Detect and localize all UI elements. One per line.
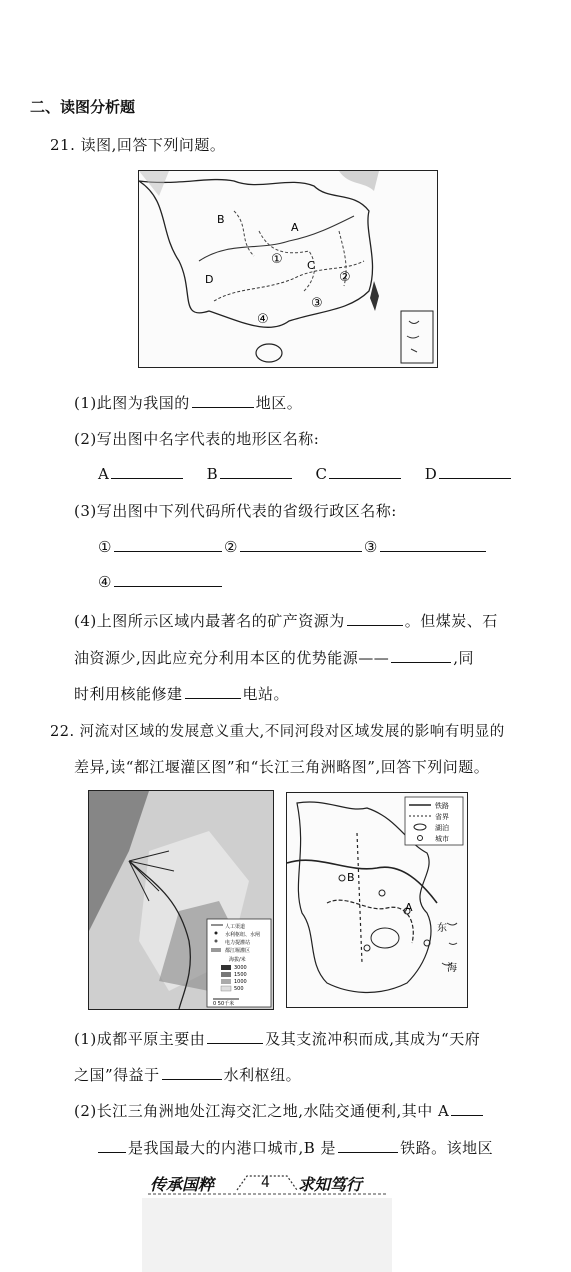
q21-part4-line3: 时利用核能修建 电站。 — [74, 685, 290, 703]
legend-elev: 海拔/米 — [229, 957, 246, 963]
answer-blank-a-cont[interactable] — [98, 1138, 126, 1153]
q21-part3-code4: ④ — [98, 572, 224, 591]
legend-city: 城市 — [435, 835, 449, 843]
legend-border: 省界 — [435, 813, 449, 821]
legend-lake: 湖泊 — [435, 824, 449, 832]
legend-railway: 铁路 — [435, 802, 449, 810]
q22-part2-line1: (2)长江三角洲地处江海交汇之地,水陆交通便利,其中 A — [74, 1100, 485, 1121]
svg-text:0 50千米: 0 50千米 — [213, 1001, 235, 1007]
map-label-a: A — [291, 221, 299, 234]
map-label-b: B — [347, 871, 355, 884]
q21-part3-codes: ① ② ③ — [98, 537, 488, 556]
q21-part3: (3)写出图中下列代码所代表的省级行政区名称: — [74, 502, 397, 520]
map-label-east: 东 — [437, 923, 447, 934]
map-label-c: C — [307, 259, 315, 272]
footer-left-slogan: 传承国粹 — [150, 1175, 215, 1194]
answer-blank-a[interactable] — [111, 464, 183, 479]
q22-part1-line1: (1)成都平原主要由 及其支流冲积而成,其成为“天府 — [74, 1030, 481, 1048]
answer-blank-b[interactable] — [338, 1138, 398, 1153]
answer-blank-energy[interactable] — [391, 648, 451, 663]
q21-part1: (1)此图为我国的 地区。 — [74, 394, 303, 412]
section-title: 二、读图分析题 — [30, 98, 136, 116]
q21-part4-line2: 油资源少,因此应充分利用本区的优势能源—— ,同 — [74, 649, 475, 667]
page-number: 4 — [261, 1175, 270, 1191]
map-label-sea: 海 — [447, 963, 457, 974]
legend-hub: 水利枢纽、水闸 — [225, 932, 261, 938]
yangtze-delta-map — [286, 792, 468, 1008]
footer-right-slogan: 求知笃行 — [298, 1175, 363, 1194]
q21-part4-line1: (4)上图所示区域内最著名的矿产资源为 。但煤炭、石 — [74, 612, 498, 630]
answer-blank-mineral[interactable] — [347, 611, 403, 626]
svg-text:1500: 1500 — [234, 972, 247, 978]
svg-text:3000: 3000 — [234, 965, 247, 971]
page-footer — [142, 1168, 392, 1198]
q21-part2-options: A B C D — [98, 464, 513, 483]
q22-stem-line1: 22. 河流对区域的发展意义重大,不同河段对区域发展的影响有明显的 — [50, 724, 505, 740]
footer-shade — [142, 1198, 392, 1272]
answer-blank[interactable] — [192, 393, 254, 408]
answer-blank-1[interactable] — [114, 537, 222, 552]
q22-part1-line2: 之国”得益于 水利枢纽。 — [74, 1066, 302, 1084]
q21-part2: (2)写出图中名字代表的地形区名称: — [74, 430, 320, 448]
svg-text:500: 500 — [234, 986, 244, 992]
q22-stem-line2: 差异,读“都江堰灌区图”和“长江三角洲略图”,回答下列问题。 — [74, 758, 490, 776]
map-label-2: ② — [339, 270, 351, 285]
answer-blank-b[interactable] — [220, 464, 292, 479]
legend-area: 都江堰灌区 — [225, 948, 251, 954]
svg-text:1000: 1000 — [234, 979, 247, 985]
map-label-4: ④ — [257, 312, 269, 327]
answer-blank-river[interactable] — [207, 1029, 263, 1044]
dujiangyan-map — [88, 790, 274, 1010]
q22-part2-line2: 是我国最大的内港口城市,B 是 铁路。该地区 — [98, 1137, 493, 1158]
answer-blank-2[interactable] — [240, 537, 362, 552]
map-label-1: ① — [271, 252, 283, 267]
map-label-d: D — [205, 273, 214, 286]
answer-blank-d[interactable] — [439, 464, 511, 479]
answer-blank-a[interactable] — [451, 1101, 483, 1116]
map-label-3: ③ — [311, 296, 323, 311]
answer-blank-plant[interactable] — [185, 684, 241, 699]
map-label-b: B — [217, 213, 225, 226]
answer-blank-hub[interactable] — [162, 1065, 222, 1080]
q21-map — [138, 170, 438, 368]
answer-blank-4[interactable] — [114, 572, 222, 587]
map-label-a: A — [405, 901, 413, 914]
legend-pump: 电力提灌站 — [225, 940, 251, 946]
legend-canal: 人工渠道 — [225, 924, 246, 930]
answer-blank-c[interactable] — [329, 464, 401, 479]
q21-stem: 21. 读图,回答下列问题。 — [50, 136, 226, 154]
answer-blank-3[interactable] — [380, 537, 486, 552]
